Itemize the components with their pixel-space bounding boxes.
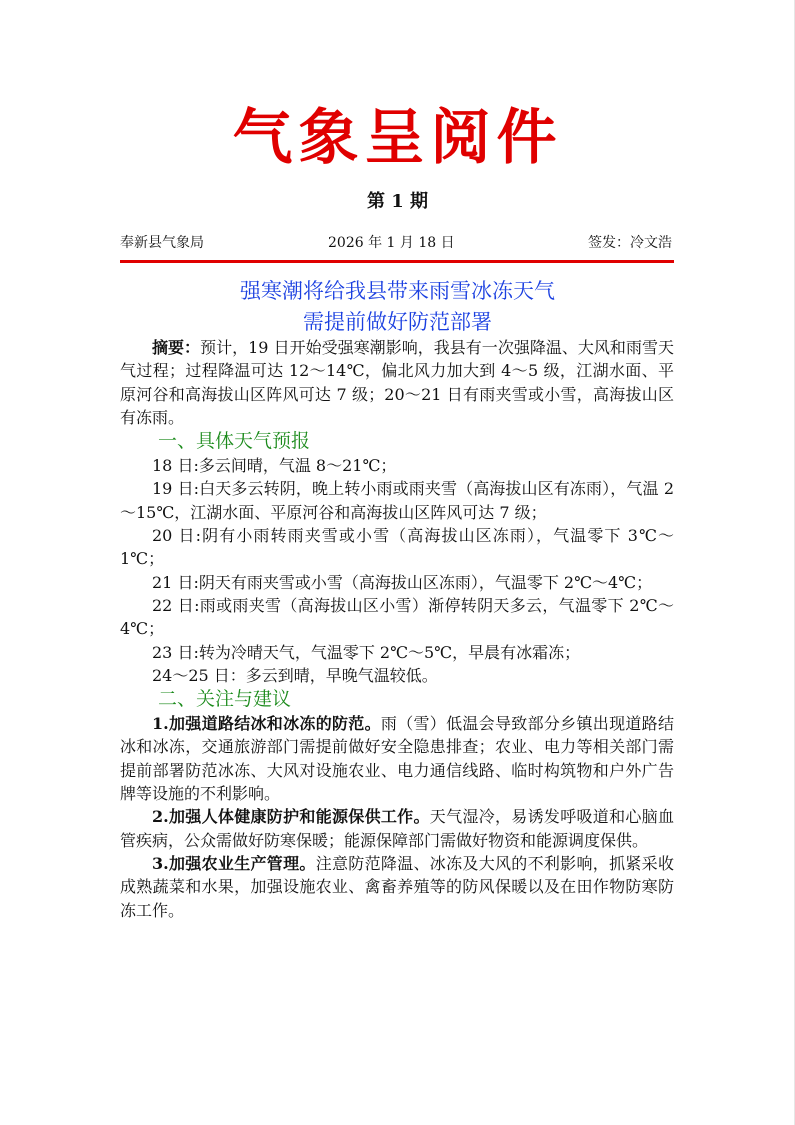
advice-heading: 3.加强农业生产管理。 [152,853,316,873]
signer: 签发：冷文浩 [588,235,672,251]
forecast-item: 20 日:阴有小雨转雨夹雪或小雪（高海拔山区冻雨），气温零下 3℃～1℃； [120,526,674,569]
masthead-title: 气象呈阅件 [232,103,563,173]
meta-line [120,232,672,254]
forecast-item: 19 日:白天多云转阴，晚上转小雨或雨夹雪（高海拔山区有冻雨），气温 2～15℃，江湖水面、平原河谷和高海拔山区阵风可达 7 级； [120,479,674,522]
section-2-title: 二、关注与建议 [158,688,292,711]
issue-date: 2026 年 1 月 18 日 [328,235,455,251]
advice-item [120,805,674,852]
advice-item [120,852,674,922]
advice-item [120,712,674,805]
forecast-item: 24～25 日：多云到晴，早晚气温较低。 [152,665,438,685]
headline-line-1: 强寒潮将给我县带来雨雪冰冻天气 [240,279,555,303]
advice-text: 注意防范降温、冰冻及大风的不利影响，抓紧采收成熟蔬菜和水果，加强设施农业、禽畜养殖等的防风保暖以及在田作物防寒防冻工作。 [120,853,674,920]
forecast-item: 23 日:转为冷晴天气，气温零下 2℃～5℃，早晨有冰霜冻； [152,642,581,662]
abstract-label: 摘要： [152,338,201,357]
headline [0,276,795,338]
advice-text: 天气湿冷，易诱发呼吸道和心脑血管疾病，公众需做好防寒保暖；能源保障部门需做好物资和能源调度保供。 [120,807,674,850]
forecast-item: 22 日:雨或雨夹雪（高海拔山区小雪）渐停转阴天多云，气温零下 2℃～4℃； [120,595,674,639]
agency-name: 奉新县气象局 [120,235,204,251]
abstract-text: 预计，19 日开始受强寒潮影响，我县有一次强降温、大风和雨雪天气过程；过程降温可达 12～14℃，偏北风力加大到 4～5 级，江湖水面、平原河谷和高海拔山区阵风可达 7 级；20～21 日有雨夹雪或小雪，高海拔山区有冻雨。 [120,338,674,427]
advice-heading: 1.加强道路结冰和冰冻的防范。 [152,714,381,734]
forecast-item: 21 日:阴天有雨夹雪或小雪（高海拔山区冻雨），气温零下 2℃～4℃； [152,572,653,592]
advice-text: 雨（雪）低温会导致部分乡镇出现道路结冰和冰冻，交通旅游部门需提前做好安全隐患排查；农业、电力等相关部门需提前部署防范冰冻、大风对设施农业、电力通信线路、临时构筑物和户外广告牌等设施的不利影响。 [120,714,674,804]
headline-line-2: 需提前做好防范部署 [303,310,492,334]
abstract-paragraph [120,336,674,429]
document-body [120,336,674,922]
advice-heading: 2.加强人体健康防护和能源保供工作。 [152,807,430,827]
issue-number: 第 1 期 [366,191,429,212]
section-1-title: 一、具体天气预报 [158,430,311,453]
red-divider [120,260,674,263]
forecast-item: 18 日:多云间晴，气温 8～21℃； [152,456,397,476]
